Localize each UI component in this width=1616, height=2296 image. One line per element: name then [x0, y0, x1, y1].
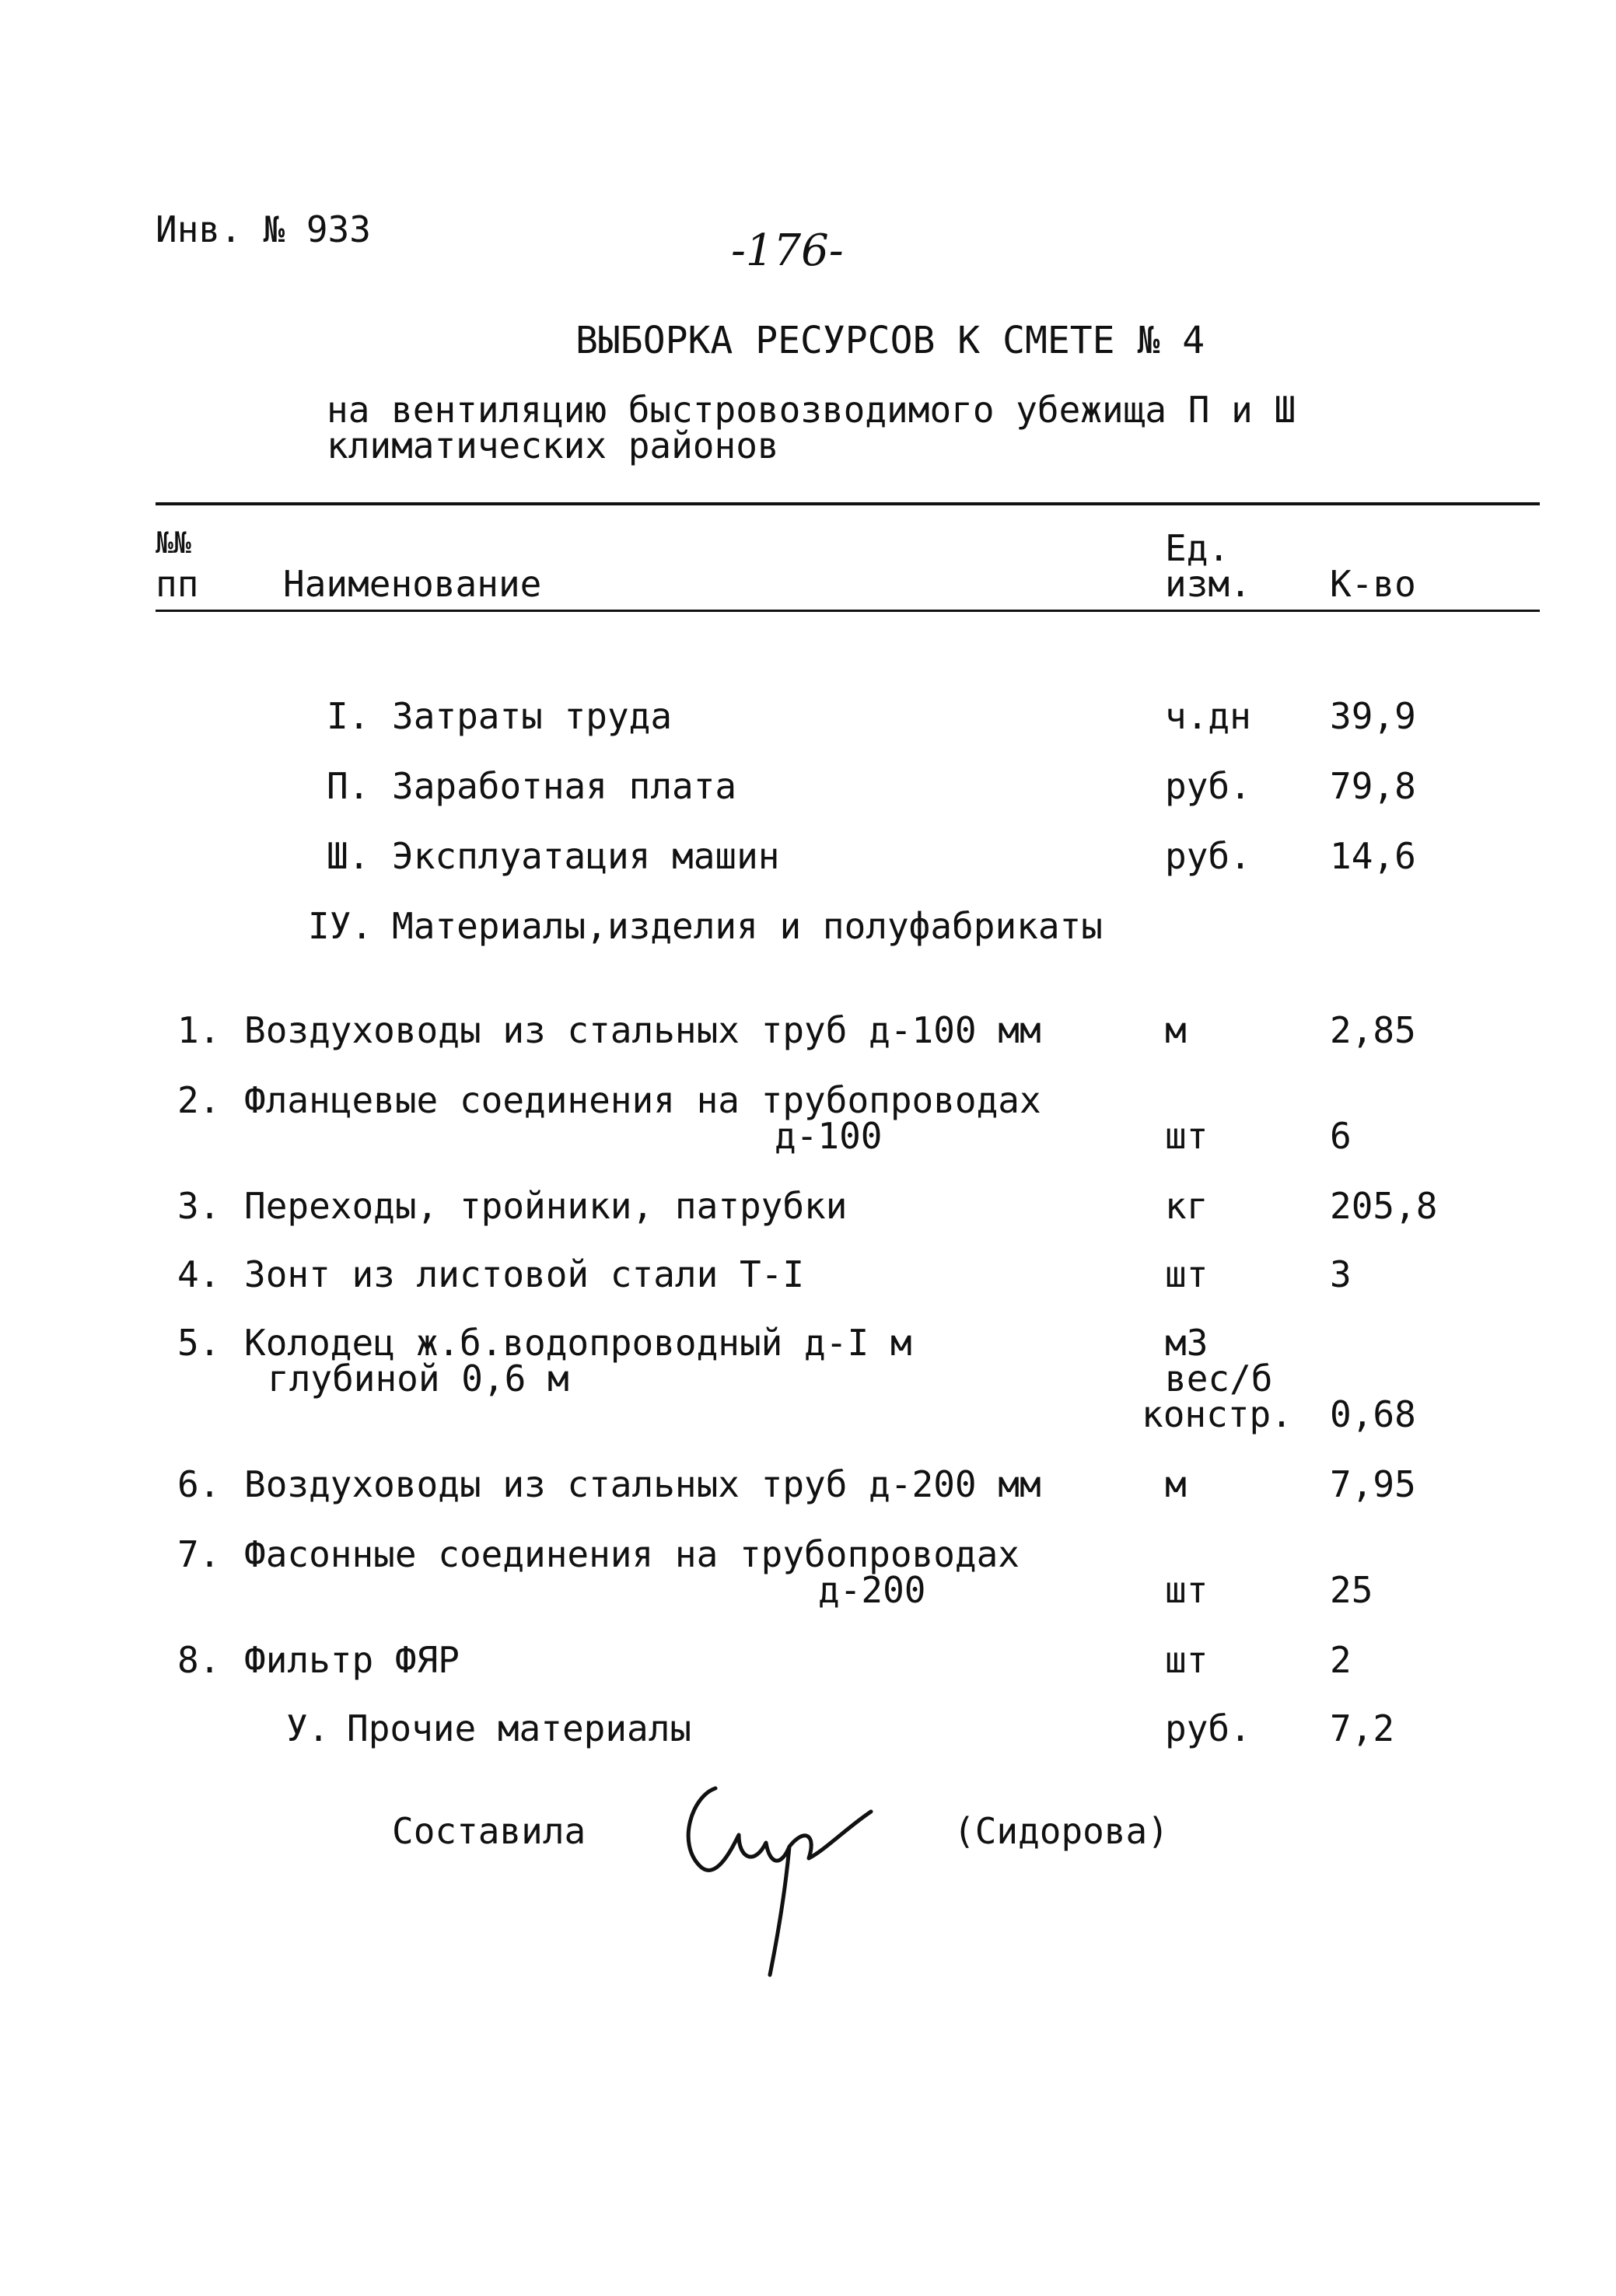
section-unit: ч.дн: [1165, 695, 1251, 737]
document-title: ВЫБОРКА РЕСУРСОВ К СМЕТЕ № 4: [575, 319, 1205, 362]
inventory-number: Инв. № 933: [156, 208, 371, 250]
item-name: Фланцевые соединения на трубопроводах: [244, 1079, 1041, 1121]
item-name: Колодец ж.б.водопроводный д-I м: [244, 1322, 912, 1364]
section-unit: руб.: [1165, 1707, 1251, 1749]
page-number: -176-: [731, 225, 844, 276]
section-name: Прочие материалы: [347, 1707, 692, 1749]
section-name: Материалы,изделия и полуфабрикаты: [392, 905, 1103, 947]
item-unit: м: [1165, 1463, 1187, 1505]
section-name: Затраты труда: [392, 695, 673, 737]
item-name: Фасонные соединения на трубопроводах: [244, 1533, 1020, 1575]
item-qty: 2: [1330, 1639, 1352, 1681]
section-qty: 79,8: [1330, 765, 1416, 807]
item-name: Зонт из листовой стали Т-I: [244, 1253, 805, 1295]
item-qty: 205,8: [1330, 1185, 1438, 1227]
section-name: Эксплуатация машин: [392, 835, 780, 877]
section-qty: 39,9: [1330, 695, 1416, 737]
item-name-continued: д-100: [775, 1115, 883, 1157]
section-num: IУ.: [308, 905, 373, 947]
item-qty: 2,85: [1330, 1009, 1416, 1051]
section-qty: 14,6: [1330, 835, 1416, 877]
document-subtitle-line2: климатических районов: [327, 425, 779, 467]
table-header-rule: [156, 610, 1540, 612]
section-num: I.: [327, 695, 370, 737]
item-num: 6.: [177, 1463, 221, 1505]
item-qty: 3: [1330, 1253, 1352, 1295]
item-num: 2.: [177, 1079, 221, 1121]
item-name-continued: д-200: [818, 1569, 926, 1611]
item-qty: 25: [1330, 1569, 1373, 1611]
item-name: Переходы, тройники, патрубки: [244, 1185, 848, 1227]
item-qty: 7,95: [1330, 1463, 1416, 1505]
item-name: Воздуховоды из стальных труб д-100 мм: [244, 1009, 1041, 1051]
item-name: Воздуховоды из стальных труб д-200 мм: [244, 1463, 1041, 1505]
item-unit: шт: [1165, 1253, 1209, 1295]
col-header-num-1: №№: [156, 526, 191, 560]
section-unit: руб.: [1165, 765, 1251, 807]
section-unit: руб.: [1165, 835, 1251, 877]
section-num: У.: [286, 1707, 330, 1749]
signatory-name: (Сидорова): [953, 1810, 1169, 1852]
item-unit-line3: констр.: [1142, 1393, 1292, 1435]
section-qty: 7,2: [1330, 1707, 1395, 1749]
item-unit: шт: [1165, 1115, 1209, 1157]
col-header-qty: К-во: [1330, 563, 1416, 605]
item-unit: шт: [1165, 1569, 1209, 1611]
section-name: Заработная плата: [392, 765, 737, 807]
item-unit-line2: вес/б: [1165, 1358, 1273, 1400]
handwritten-signature: [669, 1757, 902, 1990]
col-header-unit-2: изм.: [1165, 563, 1251, 605]
item-unit: м3: [1165, 1322, 1209, 1364]
item-name: Фильтр ФЯР: [244, 1639, 460, 1681]
item-unit: м: [1165, 1009, 1187, 1051]
item-num: 7.: [177, 1533, 221, 1575]
document-subtitle-line1: на вентиляцию быстровозводимого убежища П и Ш: [327, 389, 1296, 431]
col-header-name: Наименование: [283, 563, 542, 605]
item-qty: 0,68: [1330, 1393, 1416, 1435]
col-header-unit-1: Ед.: [1165, 527, 1230, 569]
item-num: 3.: [177, 1185, 221, 1227]
item-num: 4.: [177, 1253, 221, 1295]
item-unit: кг: [1165, 1185, 1209, 1227]
item-name-continued: глубиной 0,6 м: [268, 1358, 569, 1400]
item-num: 8.: [177, 1639, 221, 1681]
table-top-rule: [156, 502, 1540, 505]
item-num: 1.: [177, 1009, 221, 1051]
section-num: Ш.: [327, 835, 370, 877]
col-header-num-2: пп: [156, 563, 199, 605]
item-unit: шт: [1165, 1639, 1209, 1681]
section-num: П.: [327, 765, 370, 807]
signature-label: Составила: [392, 1810, 586, 1852]
item-num: 5.: [177, 1322, 221, 1364]
item-qty: 6: [1330, 1115, 1352, 1157]
